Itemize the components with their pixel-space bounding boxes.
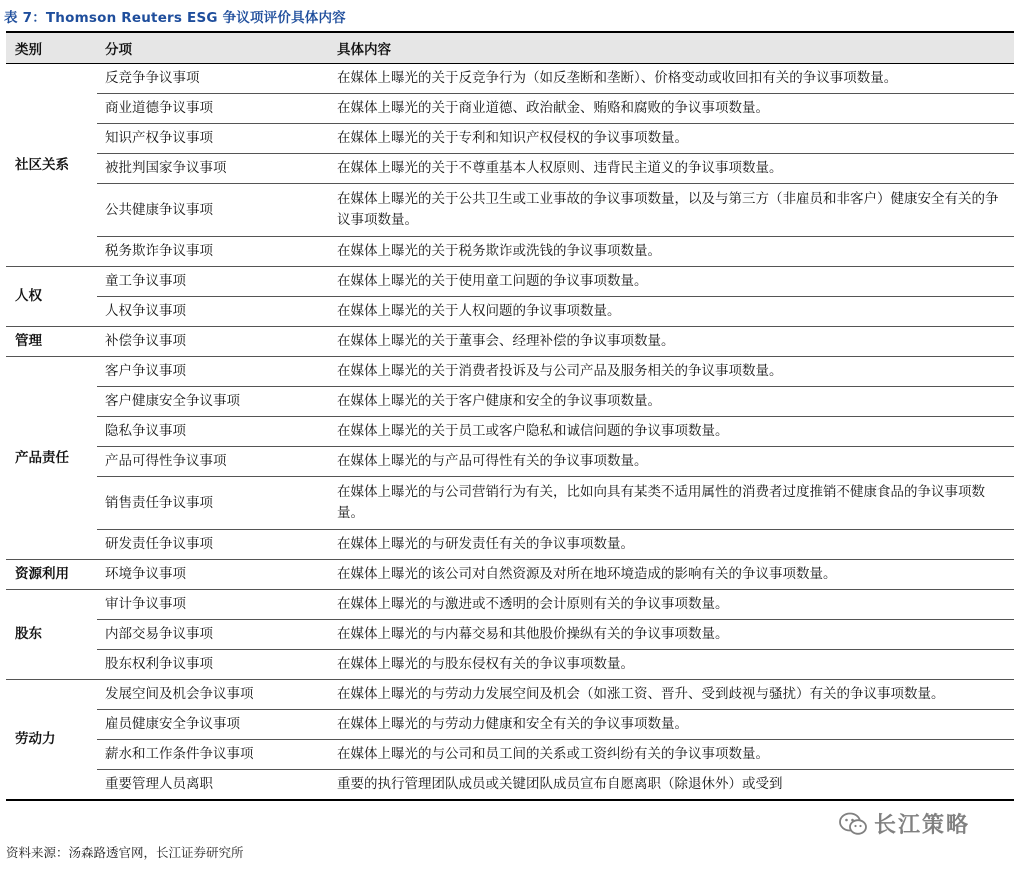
table-row (6, 710, 1014, 740)
content-cell: 在媒体上曝光的与激进或不透明的会计原则有关的争议事项数量。 (329, 590, 1014, 620)
content-cell: 在媒体上曝光的与内幕交易和其他股价操纵有关的争议事项数量。 (329, 620, 1014, 650)
content-cell: 在媒体上曝光的关于客户健康和安全的争议事项数量。 (329, 387, 1014, 417)
category-cell: 产品责任 (6, 357, 97, 560)
content-cell: 在媒体上曝光的与股东侵权有关的争议事项数量。 (329, 650, 1014, 680)
subitem-cell: 销售责任争议事项 (97, 477, 329, 530)
table-row (6, 357, 1014, 387)
subitem-cell: 研发责任争议事项 (97, 530, 329, 560)
subitem-cell: 公共健康争议事项 (97, 184, 329, 237)
content-cell: 在媒体上曝光的与公司和员工间的关系或工资纠纷有关的争议事项数量。 (329, 740, 1014, 770)
subitem-cell: 知识产权争议事项 (97, 124, 329, 154)
subitem-cell: 审计争议事项 (97, 590, 329, 620)
content-cell: 在媒体上曝光的关于使用童工问题的争议事项数量。 (329, 267, 1014, 297)
content-cell: 在媒体上曝光的与研发责任有关的争议事项数量。 (329, 530, 1014, 560)
table-header-row (6, 32, 1014, 64)
subitem-cell: 发展空间及机会争议事项 (97, 680, 329, 710)
table-row (6, 327, 1014, 357)
table-row (6, 297, 1014, 327)
content-cell: 在媒体上曝光的关于反竞争行为（如反垄断和垄断）、价格变动或收回扣有关的争议事项数量。 (329, 64, 1014, 94)
source-note: 资料来源：汤森路透官网，长江证券研究所 (6, 845, 244, 860)
subitem-cell: 雇员健康安全争议事项 (97, 710, 329, 740)
content-cell: 在媒体上曝光的关于公共卫生或工业事故的争议事项数量，以及与第三方（非雇员和非客户）健康安全有关的争议事项数量。 (329, 184, 1014, 237)
content-cell: 在媒体上曝光的关于税务欺诈或洗钱的争议事项数量。 (329, 237, 1014, 267)
table-row (6, 447, 1014, 477)
table-caption: 表 7：Thomson Reuters ESG 争议项评价具体内容 (4, 10, 346, 26)
header-category: 类别 (6, 32, 97, 64)
content-cell: 在媒体上曝光的关于董事会、经理补偿的争议事项数量。 (329, 327, 1014, 357)
esg-controversy-table (6, 31, 1014, 801)
subitem-cell: 被批判国家争议事项 (97, 154, 329, 184)
content-cell: 在媒体上曝光的关于专利和知识产权侵权的争议事项数量。 (329, 124, 1014, 154)
subitem-cell: 重要管理人员离职 (97, 770, 329, 801)
table-row (6, 124, 1014, 154)
table-row (6, 417, 1014, 447)
subitem-cell: 人权争议事项 (97, 297, 329, 327)
category-cell: 管理 (6, 327, 97, 357)
subitem-cell: 反竞争争议事项 (97, 64, 329, 94)
category-cell: 人权 (6, 267, 97, 327)
content-cell: 在媒体上曝光的该公司对自然资源及对所在地环境造成的影响有关的争议事项数量。 (329, 560, 1014, 590)
content-cell: 重要的执行管理团队成员或关键团队成员宣布自愿离职（除退休外）或受到 (329, 770, 1014, 801)
content-cell: 在媒体上曝光的关于员工或客户隐私和诚信问题的争议事项数量。 (329, 417, 1014, 447)
subitem-cell: 产品可得性争议事项 (97, 447, 329, 477)
subitem-cell: 童工争议事项 (97, 267, 329, 297)
table-row (6, 590, 1014, 620)
table-row (6, 770, 1014, 801)
table-row (6, 740, 1014, 770)
wechat-icon (838, 811, 868, 837)
category-cell: 股东 (6, 590, 97, 680)
subitem-cell: 客户健康安全争议事项 (97, 387, 329, 417)
table-row (6, 267, 1014, 297)
subitem-cell: 客户争议事项 (97, 357, 329, 387)
subitem-cell: 股东权利争议事项 (97, 650, 329, 680)
table-row (6, 387, 1014, 417)
watermark (838, 808, 970, 839)
category-cell: 劳动力 (6, 680, 97, 801)
table-row (6, 650, 1014, 680)
header-content: 具体内容 (329, 32, 1014, 64)
watermark-text: 长江策略 (874, 813, 971, 838)
subitem-cell: 内部交易争议事项 (97, 620, 329, 650)
content-cell: 在媒体上曝光的关于商业道德、政治献金、贿赂和腐败的争议事项数量。 (329, 94, 1014, 124)
subitem-cell: 补偿争议事项 (97, 327, 329, 357)
table-row (6, 560, 1014, 590)
table-row (6, 94, 1014, 124)
content-cell: 在媒体上曝光的关于不尊重基本人权原则、违背民主道义的争议事项数量。 (329, 154, 1014, 184)
header-subitem: 分项 (97, 32, 329, 64)
table-row (6, 477, 1014, 530)
subitem-cell: 税务欺诈争议事项 (97, 237, 329, 267)
table-row (6, 680, 1014, 710)
subitem-cell: 隐私争议事项 (97, 417, 329, 447)
table-row (6, 620, 1014, 650)
table-row (6, 64, 1014, 94)
table-body (6, 64, 1014, 801)
table-row (6, 154, 1014, 184)
content-cell: 在媒体上曝光的与产品可得性有关的争议事项数量。 (329, 447, 1014, 477)
content-cell: 在媒体上曝光的与劳动力发展空间及机会（如涨工资、晋升、受到歧视与骚扰）有关的争议事项数量。 (329, 680, 1014, 710)
subitem-cell: 薪水和工作条件争议事项 (97, 740, 329, 770)
table-row (6, 184, 1014, 237)
table-row (6, 530, 1014, 560)
subitem-cell: 商业道德争议事项 (97, 94, 329, 124)
content-cell: 在媒体上曝光的关于人权问题的争议事项数量。 (329, 297, 1014, 327)
category-cell: 资源利用 (6, 560, 97, 590)
subitem-cell: 环境争议事项 (97, 560, 329, 590)
category-cell: 社区关系 (6, 64, 97, 267)
content-cell: 在媒体上曝光的与劳动力健康和安全有关的争议事项数量。 (329, 710, 1014, 740)
table-row (6, 237, 1014, 267)
content-cell: 在媒体上曝光的关于消费者投诉及与公司产品及服务相关的争议事项数量。 (329, 357, 1014, 387)
content-cell: 在媒体上曝光的与公司营销行为有关，比如向具有某类不适用属性的消费者过度推销不健康食品的争议事项数量。 (329, 477, 1014, 530)
